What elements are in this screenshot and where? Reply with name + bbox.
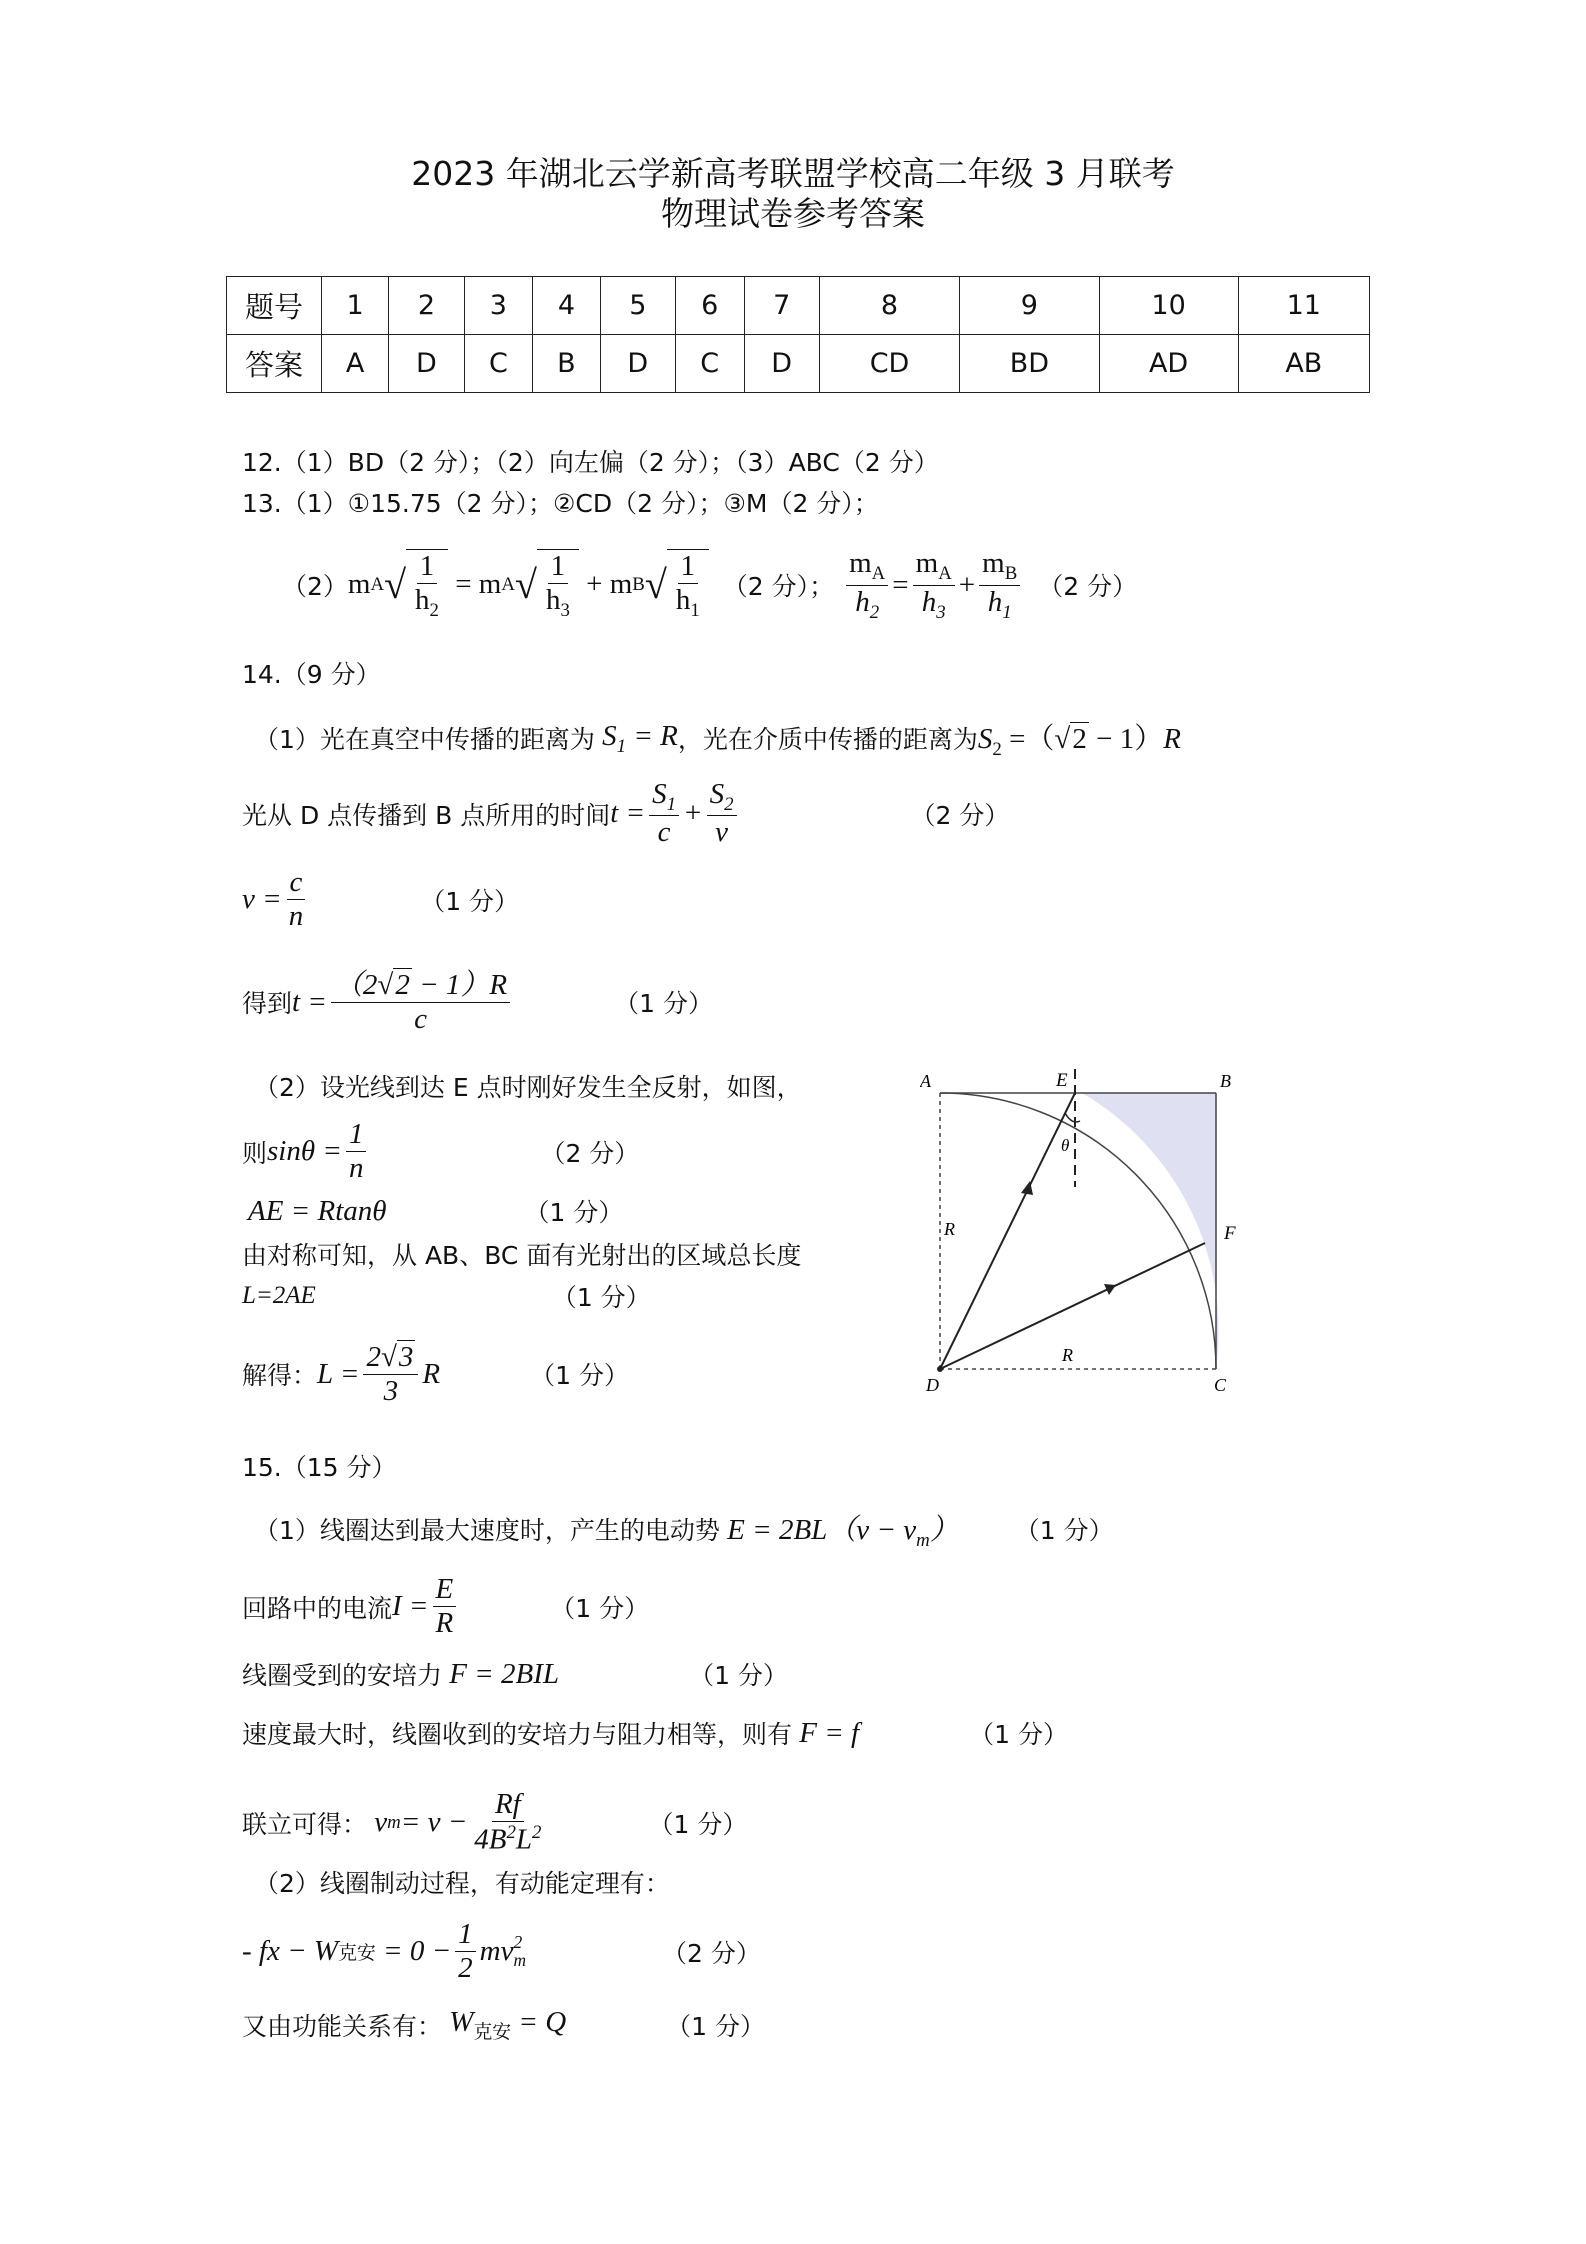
q15-vm (242, 1788, 747, 1857)
q15-emf-eq: $E = 2BL(v - v_m)$ (719, 1514, 959, 1551)
q15-force-eq: F = 2BIL (442, 1657, 560, 1690)
table-row (227, 335, 1370, 393)
label-r-bottom: R (1062, 1345, 1073, 1365)
q14-result-eq: t = $\frac{(2√2 - 1)R}{c}$ (292, 968, 514, 1037)
q15-force-text: 线圈受到的安培力 (242, 1661, 443, 1690)
table-cell: 9 (960, 277, 1099, 335)
q13-part2-prefix: （2） (282, 572, 348, 601)
q15-kinetic (242, 1918, 761, 1986)
q14-p1-text-b: ，光在介质中传播的距离为 (677, 725, 978, 755)
q12-answer: 12.（1）BD（2 分）；（2）向左偏（2 分）；（3）ABC（2 分） (242, 448, 939, 477)
table-cell: 5 (600, 277, 675, 335)
q13-score-a: （2 分）； (722, 572, 835, 601)
q15-current (242, 1573, 649, 1641)
q13-part1: 13.（1）①15.75（2 分）；②CD（2 分）；③M（2 分）； (242, 489, 879, 518)
optics-diagram (920, 1055, 1260, 1395)
q15-equal-eq: F = f (792, 1716, 860, 1749)
table-cell: BD (960, 335, 1099, 393)
q15-vm-text: 联立可得： (242, 1809, 368, 1839)
q14-score-v: （1 分） (420, 886, 520, 916)
q15-equal-text: 速度最大时，线圈收到的安培力与阻力相等，则有 (242, 1720, 793, 1749)
q15-score-vm: （1 分） (648, 1809, 748, 1839)
light-exit-region (1082, 1093, 1219, 1369)
subscript-ke: 克安 (473, 2021, 512, 2043)
q14-solve (242, 1340, 629, 1409)
q15-emf (254, 1507, 1114, 1552)
table-cell: 10 (1099, 277, 1238, 335)
table-cell: 8 (819, 277, 959, 335)
q15-score-equal: （1 分） (969, 1720, 1068, 1749)
q14-then-text: 则 (242, 1138, 268, 1168)
q15-vm-eq: v m = v − $\frac{Rf}{4B^2L^2}$ (367, 1788, 542, 1856)
q14-score-result: （1 分） (614, 989, 713, 1019)
q14-ae (248, 1193, 623, 1229)
page-title: 2023 年湖北云学新高考联盟学校高二年级 3 月联考 (411, 154, 1175, 193)
table-cell: B (533, 335, 600, 393)
q13-eq2: $\frac{m_A}{h_2}$ = $\frac{m_A}{h_3}$ + $\frac{m_B}{h_1}$ (842, 547, 1024, 623)
q15-score-current: （1 分） (550, 1593, 650, 1623)
table-cell: D (389, 335, 464, 393)
q14-solve-text: 解得： (242, 1361, 318, 1391)
page-subtitle: 物理试卷参考答案 (661, 194, 925, 233)
q15-force (242, 1656, 788, 1692)
label-c: C (1214, 1375, 1227, 1395)
q14-solve-eq: L = $\frac{2√3}{3}$ R (317, 1341, 441, 1408)
table-cell: D (600, 335, 675, 393)
q14-score-ae: （1 分） (524, 1198, 624, 1227)
q15-kinetic-eq: - fx − W 克安 = 0 − $\frac{1}{2}$ mv 2 m (242, 1918, 527, 1985)
q14-v (242, 866, 519, 934)
q13-score-b: （2 分） (1038, 572, 1138, 601)
q15-energy (242, 2006, 765, 2044)
table-cell: 11 (1238, 277, 1369, 335)
q13-eq1: m A √ $\frac{1}{h_2}$ = m A √ $\frac{1}{h_3}$ + m B √ $\frac{1}{h_1}$ (348, 549, 709, 622)
table-cell: C (464, 335, 533, 393)
table-cell: 3 (464, 277, 533, 335)
q15-current-text: 回路中的电流 (242, 1593, 393, 1623)
q14-score-time: （2 分） (910, 800, 1010, 830)
table-cell: 6 (675, 277, 744, 335)
q15-energy-text: 又由功能关系有： (242, 2011, 443, 2041)
table-cell: 2 (389, 277, 464, 335)
q14-p2: （2）设光线到达 E 点时刚好发生全反射，如图， (254, 1073, 802, 1102)
table-cell: CD (819, 335, 959, 393)
q15-score-force: （1 分） (689, 1661, 788, 1690)
table-cell: AD (1099, 335, 1238, 393)
table-cell: 1 (322, 277, 389, 335)
q14-time-text: 光从 D 点传播到 B 点所用的时间 (242, 800, 611, 830)
q14-s1-eq: $S_1 = R$ (594, 719, 678, 757)
table-row (227, 277, 1370, 335)
q15-equal (242, 1715, 1068, 1751)
ray-de (940, 1093, 1075, 1369)
q15-score-kinetic: （2 分） (662, 1938, 761, 1968)
label-theta: θ (1061, 1136, 1070, 1155)
q14-sin-eq: sinθ = $\frac{1}{n}$ (267, 1118, 370, 1186)
q15-current-eq: I = $\frac{E}{R}$ (392, 1573, 460, 1641)
q14-result (242, 968, 713, 1037)
label-r-left: R (944, 1219, 955, 1239)
q14-score-sin: （2 分） (540, 1138, 640, 1168)
q14-sin (242, 1118, 639, 1186)
label-e: E (1056, 1070, 1068, 1091)
label-f: F (1224, 1223, 1236, 1244)
q14-score-l: （1 分） (551, 1283, 651, 1312)
subscript-ke: 克安 (338, 1943, 376, 1965)
q14-score-solve: （1 分） (530, 1361, 629, 1391)
theta-arc (1065, 1113, 1080, 1122)
row-label-number: 题号 (227, 277, 322, 335)
table-cell: AB (1238, 335, 1369, 393)
q15-score-emf: （1 分） (1014, 1516, 1114, 1546)
point-d (937, 1366, 943, 1372)
q14-time-eq: t = $\frac{S_1}{c}$ + $\frac{S_2}{v}$ (610, 778, 740, 850)
q15-header: 15.（15 分） (242, 1453, 397, 1482)
q14-p1 (254, 716, 1181, 761)
answer-table (226, 276, 1370, 393)
q15-score-energy: （1 分） (666, 2011, 765, 2041)
q14-header: 14.（9 分） (242, 660, 381, 689)
label-a: A (920, 1071, 931, 1091)
table-cell: C (675, 335, 744, 393)
label-b: B (1220, 1071, 1231, 1091)
q14-s2-eq: $S_2 =(√2 - 1)R$ (977, 723, 1181, 760)
q15-energy-eq: $W_{克安} = Q$ (442, 2006, 567, 2043)
q14-sym: 由对称可知，从 AB、BC 面有光射出的区域总长度 (242, 1241, 802, 1270)
q14-p1-text-a: （1）光在真空中传播的距离为 (254, 725, 595, 755)
q13-part2 (282, 545, 1137, 625)
q14-ae-eq: AE = Rtanθ (248, 1194, 387, 1227)
table-cell: A (322, 335, 389, 393)
q15-p2: （2）线圈制动过程，有动能定理有： (254, 1869, 670, 1898)
q15-emf-text: （1）线圈达到最大速度时，产生的电动势 (254, 1516, 720, 1546)
row-label-answer: 答案 (227, 335, 322, 393)
table-cell: D (744, 335, 819, 393)
table-cell: 7 (744, 277, 819, 335)
q14-get-text: 得到 (242, 989, 293, 1019)
q14-time (242, 778, 1009, 850)
q14-l (242, 1278, 651, 1314)
table-cell: 4 (533, 277, 600, 335)
q14-v-eq: v = $\frac{c}{n}$ (242, 866, 310, 934)
q14-l-eq: L=2AE (242, 1282, 316, 1309)
label-d: D (926, 1375, 939, 1395)
